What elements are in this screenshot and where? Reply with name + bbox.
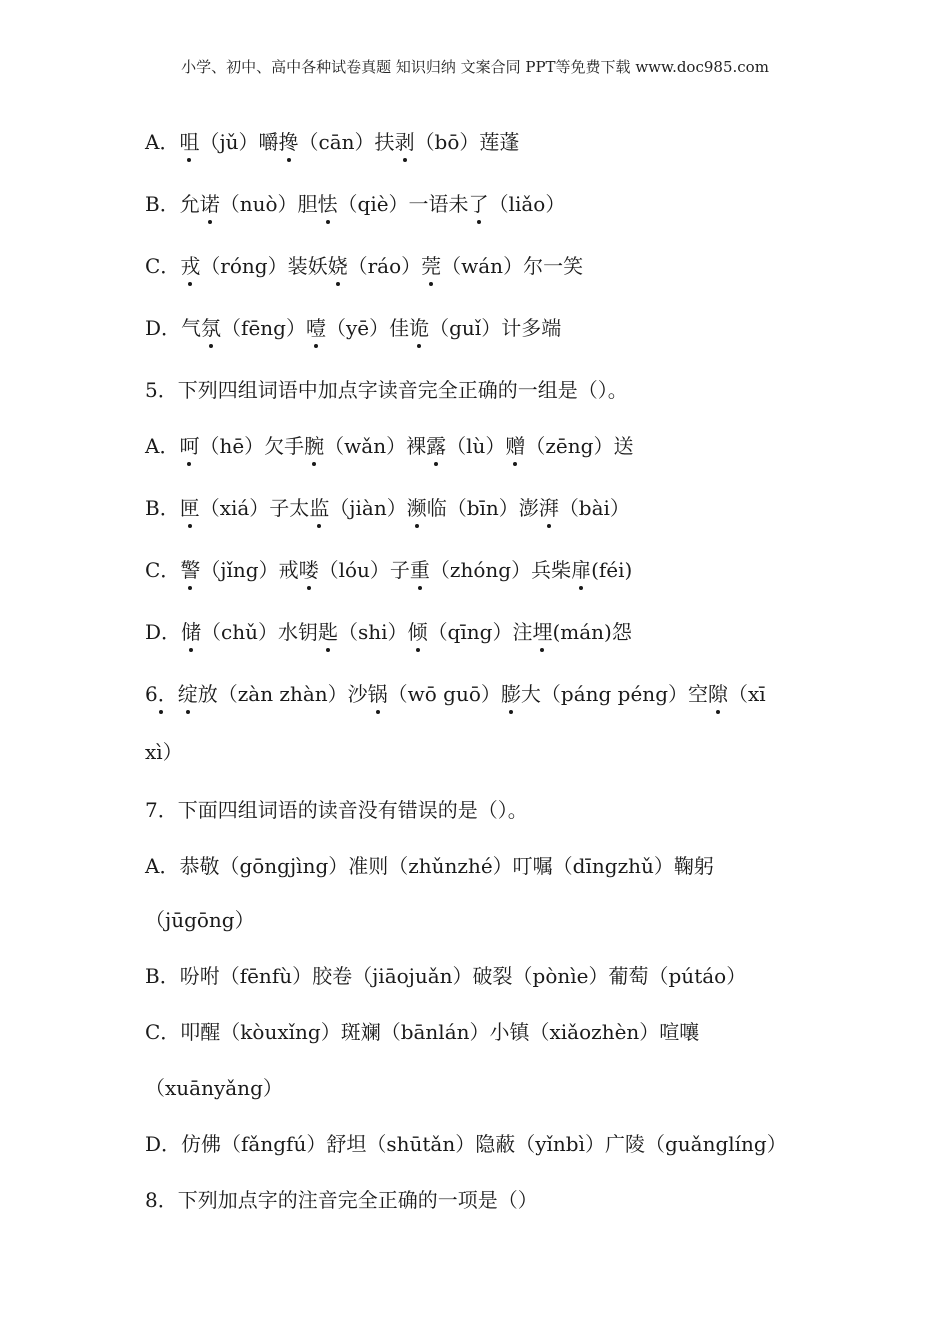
- dotted-character: 埋: [532, 620, 553, 644]
- question-line-q6b: [145, 738, 183, 766]
- dotted-character: 重: [409, 558, 430, 582]
- question-line-q7c2: [145, 1074, 283, 1102]
- text-segment: （jūgōng）: [145, 908, 255, 932]
- question-line-q5a: [145, 432, 633, 460]
- dotted-character: 锅: [367, 682, 388, 706]
- text-segment: D．: [145, 620, 182, 644]
- dotted-character: 露: [426, 434, 447, 458]
- text-segment: （wǎn）裸: [324, 434, 427, 458]
- question-line-q4a: [145, 128, 519, 156]
- dotted-character: 倾: [407, 620, 428, 644]
- text-segment: （qiè）一语未: [337, 192, 469, 216]
- text-segment: （zēng）送: [525, 434, 634, 458]
- question-line-q7a2: [145, 906, 255, 934]
- text-segment: （xī: [728, 682, 766, 706]
- text-segment: （bài）: [558, 496, 630, 520]
- text-segment: C．: [145, 558, 181, 582]
- text-segment: （xiá）子太: [199, 496, 310, 520]
- text-segment: 放（zàn zhàn）沙: [197, 682, 368, 706]
- dotted-character: 莞: [421, 254, 442, 278]
- text-segment: （bō）莲蓬: [414, 130, 520, 154]
- dotted-character: 匣: [179, 496, 200, 520]
- dotted-character: 赠: [505, 434, 526, 458]
- text-segment: B．吩咐（fēnfù）胶卷（jiāojuǎn）破裂（pònìe）葡萄（pútáo）: [145, 964, 747, 988]
- text-segment: A．: [145, 130, 180, 154]
- text-segment: （xuānyǎng）: [145, 1076, 283, 1100]
- text-segment: （liǎo）: [488, 192, 566, 216]
- dotted-character: 湃: [538, 496, 559, 520]
- text-segment: （lù）: [446, 434, 506, 458]
- text-segment: (mán)怨: [552, 620, 632, 644]
- text-segment: （yē）佳: [325, 316, 410, 340]
- text-segment: B．允: [145, 192, 200, 216]
- dotted-character: 搀: [278, 130, 299, 154]
- question-line-q7a: [145, 852, 714, 880]
- text-segment: C．叩醒（kòuxǐng）斑斓（bānlán）小镇（xiǎozhèn）喧嚷: [145, 1020, 700, 1044]
- dotted-character: 警: [180, 558, 201, 582]
- dotted-character: 监: [309, 496, 330, 520]
- text-segment: （wō guō）: [387, 682, 501, 706]
- question-line-q7b: [145, 962, 746, 990]
- text-segment: (féi): [591, 558, 633, 582]
- page-header: 小学、初中、高中各种试卷真题 知识归纳 文案合同 PPT等免费下载 www.doc985.com: [181, 58, 769, 76]
- text-segment: （hē）欠手: [199, 434, 305, 458]
- text-segment: D．仿佛（fǎngfú）舒坦（shūtǎn）隐蔽（yǐnbì）广陵（guǎnglíng）: [145, 1132, 787, 1156]
- question-line-q7d: [145, 1130, 787, 1158]
- dotted-character: 咀: [179, 130, 200, 154]
- text-segment: A．恭敬（gōngjìng）准则（zhǔnzhé）叮嘱（dīngzhǔ）鞠躬: [145, 854, 714, 878]
- dotted-character: 喽: [298, 558, 319, 582]
- text-segment: （cān）扶: [298, 130, 395, 154]
- question-line-q5c: [145, 556, 632, 584]
- text-segment: （guǐ）计多端: [429, 316, 562, 340]
- question-line-q5b: [145, 494, 630, 522]
- text-segment: （qīng）注: [427, 620, 533, 644]
- text-segment: B．: [145, 496, 180, 520]
- dotted-character: 噎: [305, 316, 326, 340]
- text-segment: 7．下面四组词语的读音没有错误的是（）。: [145, 798, 528, 822]
- text-segment: （shi）: [338, 620, 408, 644]
- dotted-character: 怯: [317, 192, 338, 216]
- dotted-character: 娆: [327, 254, 348, 278]
- text-segment: （nuò）胆: [219, 192, 318, 216]
- text-segment: （lóu）子: [318, 558, 410, 582]
- dotted-character: 呵: [179, 434, 200, 458]
- text-segment: （jiàn）: [329, 496, 407, 520]
- text-segment: 5．下列四组词语中加点字读音完全正确的一组是（）。: [145, 378, 628, 402]
- dotted-character: 隙: [708, 682, 728, 706]
- text-segment: （wán）尔一笑: [441, 254, 584, 278]
- dotted-character: 诺: [199, 192, 220, 216]
- question-line-q5: [145, 376, 628, 404]
- question-line-q4b: [145, 190, 565, 218]
- question-line-q7c: [145, 1018, 699, 1046]
- text-segment: A．: [145, 434, 180, 458]
- question-line-q5d: [145, 618, 632, 646]
- question-line-q7: [145, 796, 528, 824]
- dotted-character: 了: [468, 192, 489, 216]
- question-line-q6: [145, 680, 766, 708]
- text-segment: （jǔ）嚼: [199, 130, 279, 154]
- dotted-character: 6．: [145, 682, 178, 706]
- text-segment: 8．下列加点字的注音完全正确的一项是（）: [145, 1188, 538, 1212]
- dotted-character: 戎: [180, 254, 201, 278]
- question-line-q4c: [145, 252, 583, 280]
- dotted-character: 诡: [409, 316, 430, 340]
- text-segment: （fēng）: [221, 316, 306, 340]
- dotted-character: 膨: [500, 682, 521, 706]
- text-segment: （róng）装妖: [200, 254, 328, 278]
- text-segment: （ráo）: [347, 254, 422, 278]
- text-segment: （chǔ）水钥: [201, 620, 319, 644]
- text-segment: 大（páng péng）空: [520, 682, 708, 706]
- text-segment: （zhóng）兵柴: [429, 558, 572, 582]
- dotted-character: 濒: [406, 496, 427, 520]
- dotted-character: 扉: [571, 558, 592, 582]
- dotted-character: 绽: [177, 682, 198, 706]
- text-segment: （jǐng）戒: [200, 558, 299, 582]
- text-segment: xì）: [145, 740, 183, 764]
- dotted-character: 氛: [201, 316, 222, 340]
- dotted-character: 剥: [394, 130, 415, 154]
- question-line-q8: [145, 1186, 538, 1214]
- dotted-character: 储: [181, 620, 202, 644]
- question-line-q4d: [145, 314, 561, 342]
- text-segment: C．: [145, 254, 181, 278]
- dotted-character: 腕: [304, 434, 325, 458]
- text-segment: 临（bīn）澎: [426, 496, 539, 520]
- text-segment: D．气: [145, 316, 202, 340]
- dotted-character: 匙: [318, 620, 339, 644]
